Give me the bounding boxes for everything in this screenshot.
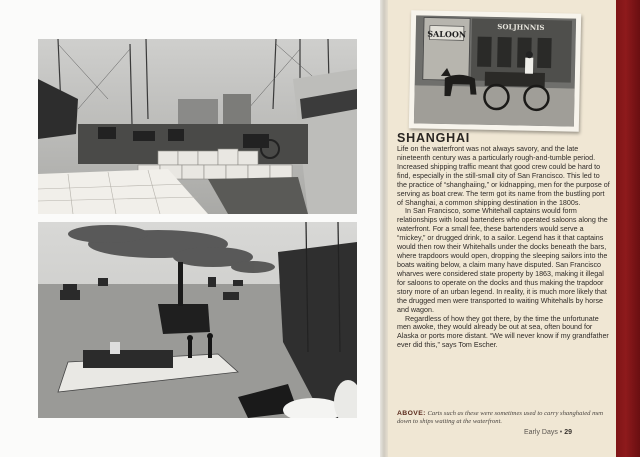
paragraph-1: Life on the waterfront was not always savory, and the late nineteenth century was a particularly rough-and-tumble period. Increased shipping traffic meant that good crew could be hard to find, especially in the still-small city of San Francisco. This led to the practice of “shanghaiing,” or kidnapping, men for the purpose of serving as boat crew. The term got its name from the bustling port of Shanghai, a common shipping destination in the 1800s. [397,145,610,207]
page-number: 29 [564,429,572,436]
photo-caption [397,410,611,427]
red-edge-strip [616,0,640,457]
footer-section-name: Early Days [524,429,558,436]
page-footer [524,429,572,436]
paragraph-3: Regardless of how they got there, by the time the unfortunate men awoke, they would already be out at sea, often bound for Alaska or ports more distant. “We will never know if my grandfather ever did this,” says Tom Escher. [397,314,609,350]
saloon-cart-photo [409,10,581,132]
book-gutter [380,0,388,457]
wharf-crates-photo [38,39,357,214]
article-body [397,145,611,350]
section-title: SHANGHAI [397,131,471,145]
caption-label: ABOVE: [397,410,426,417]
paragraph-2: In San Francisco, some Whitehall captains would form relationships with local bartenders who operated saloons along the waterfront. For a small fee, these bartenders would serve a “mickey,” or drugged drink, to a sailor. Legend has it that captains would then row their Whitehalls under the docks beneath the bars, where trapdoors would open, dropping the sleeping sailors into the boats waiting below, a claim many have disputed. San Francisco wharves were considered state property by 1863, making it illegal for saloons to operate on the docks and thus making the trapdoor story more of an urban legend. In reality, it is much more likely that the drugged men were transported to waiting Whitehalls by horse and wagon. [397,207,608,314]
footer-bullet: • [559,429,563,436]
caption-text: Carts such as these were sometimes used to carry shanghaied men down to ships waiting at the waterfront. [397,410,604,426]
saloon-sign-name: SOLJHNNIS [497,22,545,33]
harbor-steamboats-photo [38,222,357,418]
saloon-sign-text: SALOON [427,28,467,40]
